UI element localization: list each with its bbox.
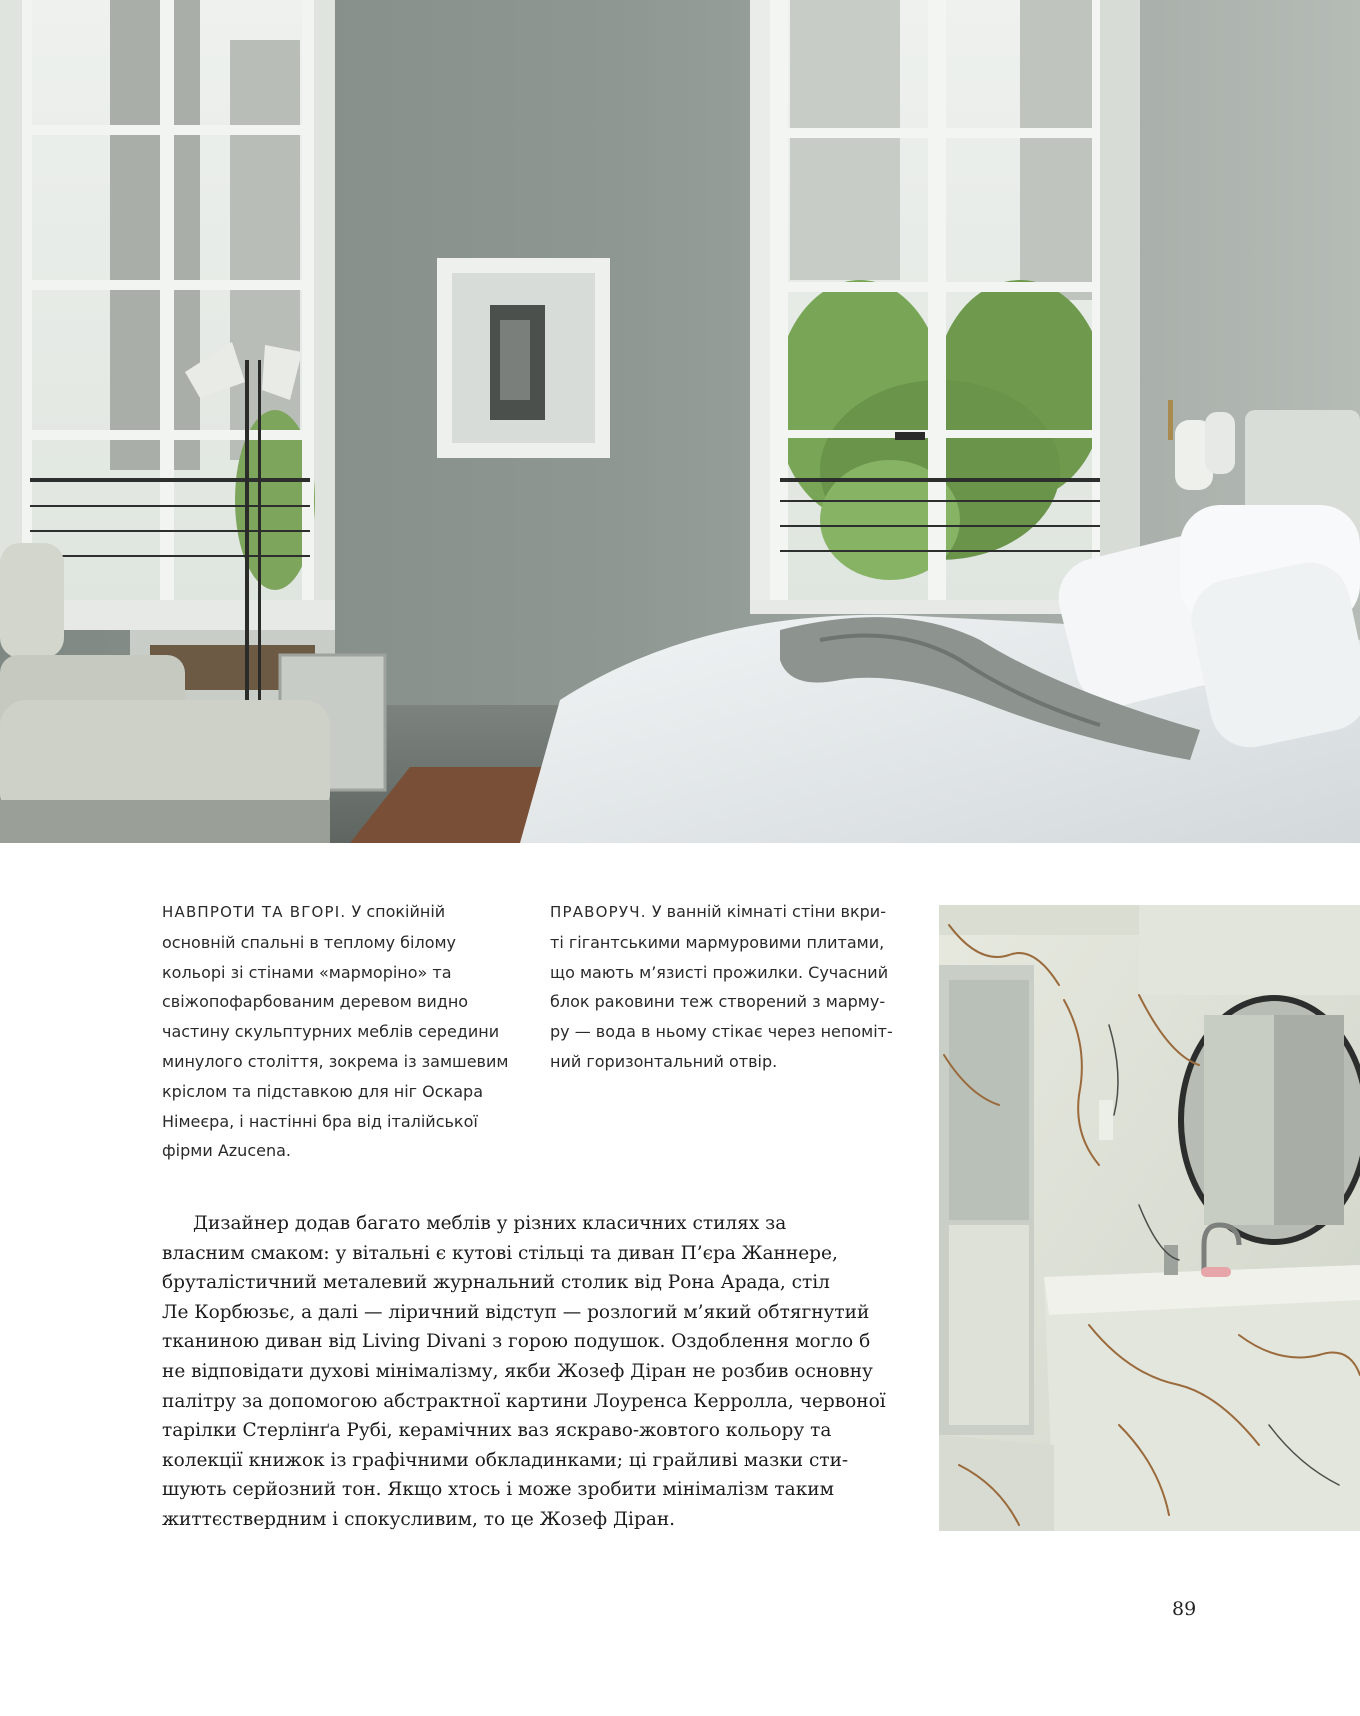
- caption-left-line: кольорі зі стінами «марморіно» та: [162, 962, 452, 982]
- caption-left-line: частину скульптурних меблів середини: [162, 1022, 500, 1042]
- caption-left-line: кріслом та підставкою для ніг Оскара: [162, 1081, 483, 1101]
- caption-right-line: ний горизонтальний отвір.: [550, 1051, 778, 1071]
- body-line: не відповідати духові мінімалізму, якби Жозеф Діран не розбив основну: [162, 1360, 873, 1382]
- pink-dish: [1201, 1267, 1231, 1277]
- caption-right-line: що мають м’язисті прожилки. Сучасний: [550, 962, 889, 982]
- caption-right-heading: ПРАВОРУЧ.: [550, 903, 647, 921]
- body-line: тарілки Стерлінґа Рубі, керамічних ваз яскраво-жовтого кольору та: [162, 1420, 832, 1442]
- caption-left-heading: НАВПРОТИ ТА ВГОРІ.: [162, 903, 347, 921]
- caption-left-text: У спокійній: [346, 902, 446, 921]
- shutter: [1100, 0, 1140, 610]
- right-window: [750, 0, 1140, 614]
- page-number: 89: [1172, 1598, 1197, 1620]
- body-line: життєствердним і спокусливим, то це Жозеф Діран.: [162, 1508, 676, 1530]
- caption-right-text: У ванній кімнаті стіни вкри-: [646, 902, 886, 921]
- body-line: тканиною диван від Living Divani з горою подушок. Оздоблення могло б: [162, 1331, 871, 1353]
- body-paragraph: [162, 1209, 922, 1535]
- caption-left-line: фірми Azucena.: [162, 1141, 291, 1161]
- caption-left-line: [162, 897, 532, 928]
- bedroom-photo: [0, 0, 1360, 843]
- caption-left-line: основній спальні в теплому білому: [162, 932, 457, 952]
- body-line: власним смаком: у вітальні є кутові стільці та диван П’єра Жаннере,: [162, 1242, 838, 1264]
- caption-right-line: блок раковини теж створений з марму-: [550, 992, 886, 1012]
- caption-left-line: минулого століття, зокрема із замшевим: [162, 1051, 509, 1071]
- body-line: Дизайнер додав багато меблів у різних класичних стилях за: [193, 1213, 787, 1234]
- marble-floor: [939, 1435, 1054, 1531]
- caption-right: [550, 897, 912, 1077]
- body-line: колекції книжок із графічними обкладинками; ці грайливі мазки сти-: [162, 1449, 849, 1471]
- wall-switch: [1099, 1100, 1113, 1140]
- caption-left-line: Німеєра, і настінні бра від італійської: [162, 1111, 478, 1131]
- caption-left: [162, 897, 532, 1166]
- soap-bottle: [1164, 1245, 1178, 1275]
- bathroom-photo: [939, 905, 1360, 1531]
- caption-right-line: ті гігантськими мармуровими плитами,: [550, 932, 885, 952]
- body-line: бруталістичний металевий журнальний столик від Рона Арада, стіл: [162, 1272, 830, 1294]
- body-line: шують серйозний тон. Якщо хтось і може зробити мінімалізм таким: [162, 1479, 834, 1501]
- caption-right-line: [550, 897, 912, 928]
- round-mirror: [1178, 995, 1360, 1245]
- caption-left-line: свіжопофарбованим деревом видно: [162, 992, 469, 1012]
- body-line: палітру за допомогою абстрактної картини Лоуренса Керролла, червоної: [162, 1390, 886, 1412]
- body-line: Ле Корбюзьє, а далі — ліричний відступ — розлогий м’який обтягнутий: [162, 1301, 870, 1323]
- framed-artwork: [437, 258, 610, 458]
- caption-right-line: ру — вода в ньому стікає через непоміт-: [550, 1022, 893, 1042]
